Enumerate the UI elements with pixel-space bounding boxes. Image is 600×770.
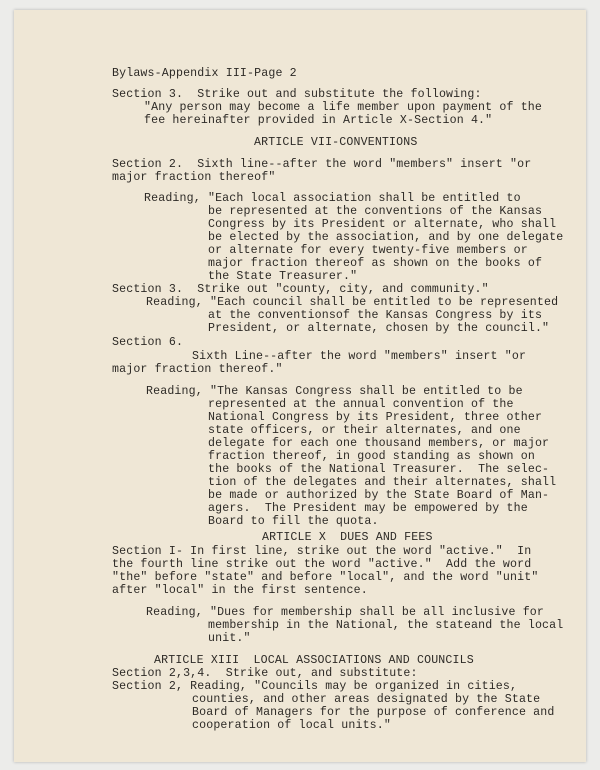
text-line: major fraction thereof"	[112, 171, 276, 184]
text-line: Section 6.	[112, 336, 184, 349]
text-line: Board to fill the quota.	[208, 515, 379, 528]
text-line: membership in the National, the stateand the local	[208, 619, 564, 632]
page-header: Bylaws-Appendix III-Page 2	[112, 67, 297, 80]
text-line: National Congress by its President, three other	[208, 411, 543, 424]
text-line: delegate for each one thousand members, or major	[208, 437, 550, 450]
section-heading: ARTICLE VII-CONVENTIONS	[254, 136, 418, 149]
text-line: Reading, "Each local association shall be entitled to	[144, 192, 521, 205]
text-line: the books of the National Treasurer. The selec-	[208, 463, 550, 476]
text-line: at the conventionsof the Kansas Congress by its	[208, 309, 543, 322]
text-line: cooperation of local units."	[192, 719, 392, 732]
text-line: Section 3. Strike out "county, city, and community."	[112, 283, 489, 296]
text-line: Section I- In first line, strike out the word "active." In	[112, 545, 532, 558]
section-heading: ARTICLE XIII LOCAL ASSOCIATIONS AND COUNCILS	[154, 654, 474, 667]
text-line: state officers, or their alternates, and one	[208, 424, 521, 437]
text-line: major fraction thereof as shown on the books of	[208, 257, 543, 270]
text-line: Reading, "Dues for membership shall be all inclusive for	[146, 606, 545, 619]
text-line: Congress by its President or alternate, who shall	[208, 218, 557, 231]
text-line: counties, and other areas designated by the State	[192, 693, 541, 706]
text-line: Section 2, Reading, "Councils may be organized in cities,	[112, 680, 518, 693]
text-line: fraction thereof, in good standing as shown on	[208, 450, 535, 463]
text-line: tion of the delegates and their alternates, shall	[208, 476, 557, 489]
text-line: major fraction thereof."	[112, 363, 283, 376]
text-line: "the" before "state" and before "local", and the word "unit"	[112, 571, 539, 584]
text-line: Section 2,3,4. Strike out, and substitute:	[112, 667, 418, 680]
document-page	[14, 10, 586, 762]
text-line: Board of Managers for the purpose of conference and	[192, 706, 555, 719]
text-line: fee hereinafter provided in Article X-Section 4."	[144, 114, 493, 127]
text-line: or alternate for every twenty-five members or	[208, 244, 528, 257]
text-line: Reading, "The Kansas Congress shall be entitled to be	[146, 385, 523, 398]
text-line: Section 3. Strike out and substitute the following:	[112, 88, 482, 101]
text-line: after "local" in the first sentence.	[112, 584, 368, 597]
text-line: the fourth line strike out the word "active." Add the word	[112, 558, 532, 571]
text-line: "Any person may become a life member upon payment of the	[144, 101, 543, 114]
text-line: President, or alternate, chosen by the council."	[208, 322, 550, 335]
text-line: the State Treasurer."	[208, 270, 358, 283]
text-line: agers. The President may be empowered by the	[208, 502, 528, 515]
text-line: Section 2. Sixth line--after the word "members" insert "or	[112, 158, 532, 171]
text-line: be elected by the association, and by one delegate	[208, 231, 564, 244]
section-heading: ARTICLE X DUES AND FEES	[262, 531, 433, 544]
text-line: Reading, "Each council shall be entitled to be represented	[146, 296, 559, 309]
text-line: unit."	[208, 632, 251, 645]
text-line: be made or authorized by the State Board of Man-	[208, 489, 550, 502]
text-line: Sixth Line--after the word "members" insert "or	[192, 350, 527, 363]
text-line: represented at the annual convention of the	[208, 398, 514, 411]
text-line: be represented at the conventions of the Kansas	[208, 205, 543, 218]
